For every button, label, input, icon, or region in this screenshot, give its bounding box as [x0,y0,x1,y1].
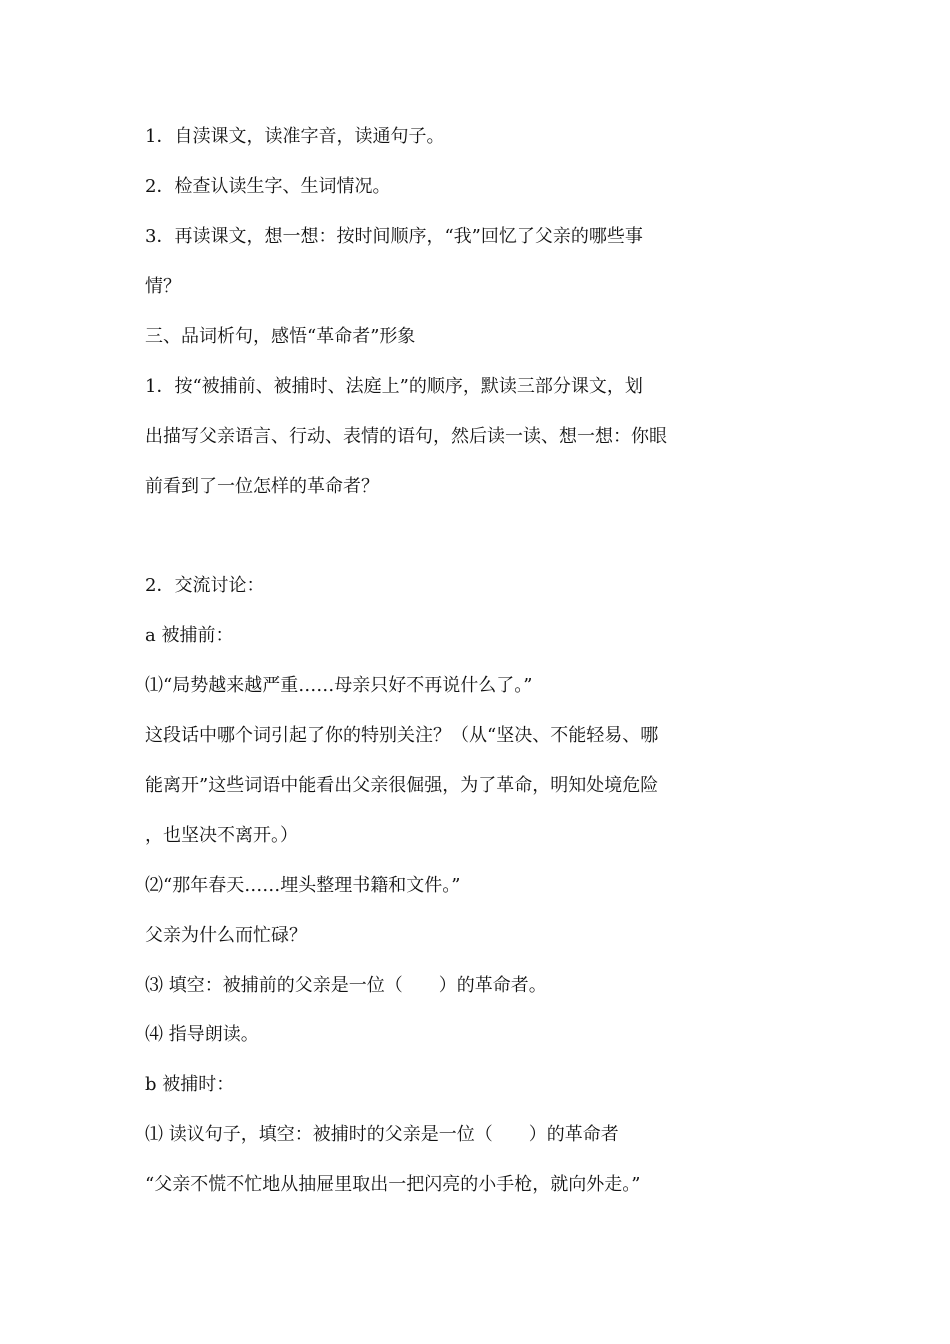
quote-1: ⑴“局势越来越严重……母亲只好不再说什么了。” [145,675,533,696]
quote-1-question-line-3: ，也坚决不离开。） [145,825,298,846]
fill-blank-during-arrest: ⑴ 读议句子，填空：被捕时的父亲是一位（ ）的革命者 [145,1124,619,1145]
section-3-step-2-heading: 2．交流讨论： [145,575,265,596]
quote-3: “父亲不慌不忙地从抽屉里取出一把闪亮的小手枪，就向外走。” [145,1174,641,1195]
quote-2-question: 父亲为什么而忙碌？ [145,925,307,946]
section-3-heading: 三、品词析句，感悟“革命者”形象 [145,326,416,347]
subsection-b-heading: b 被捕时： [145,1074,235,1095]
step-3-continued: 情？ [145,276,181,297]
subsection-a-heading: a 被捕前： [145,625,234,646]
quote-1-question-line-2: 能离开”这些词语中能看出父亲很倔强，为了革命，明知处境危险 [145,775,659,796]
section-3-step-1-line-1: 1．按“被捕前、被捕时、法庭上”的顺序，默读三部分课文，划 [145,376,643,397]
section-3-step-1-line-3: 前看到了一位怎样的革命者？ [145,476,379,497]
step-3-reread-text: 3．再读课文，想一想：按时间顺序，“我”回忆了父亲的哪些事 [145,226,643,247]
fill-blank-before-arrest: ⑶ 填空：被捕前的父亲是一位（ ）的革命者。 [145,975,547,996]
step-2-check-words: 2．检查认读生字、生词情况。 [145,176,391,197]
quote-2: ⑵“那年春天……埋头整理书籍和文件。” [145,875,461,896]
section-3-step-1-line-2: 出描写父亲语言、行动、表情的语句，然后读一读、想一想：你眼 [145,426,667,447]
reading-guidance: ⑷ 指导朗读。 [145,1024,259,1045]
quote-1-question-line-1: 这段话中哪个词引起了你的特别关注？（从“坚决、不能轻易、哪 [145,725,659,746]
step-1-read-text: 1．自渎课文，读准字音，读通句子。 [145,126,445,147]
